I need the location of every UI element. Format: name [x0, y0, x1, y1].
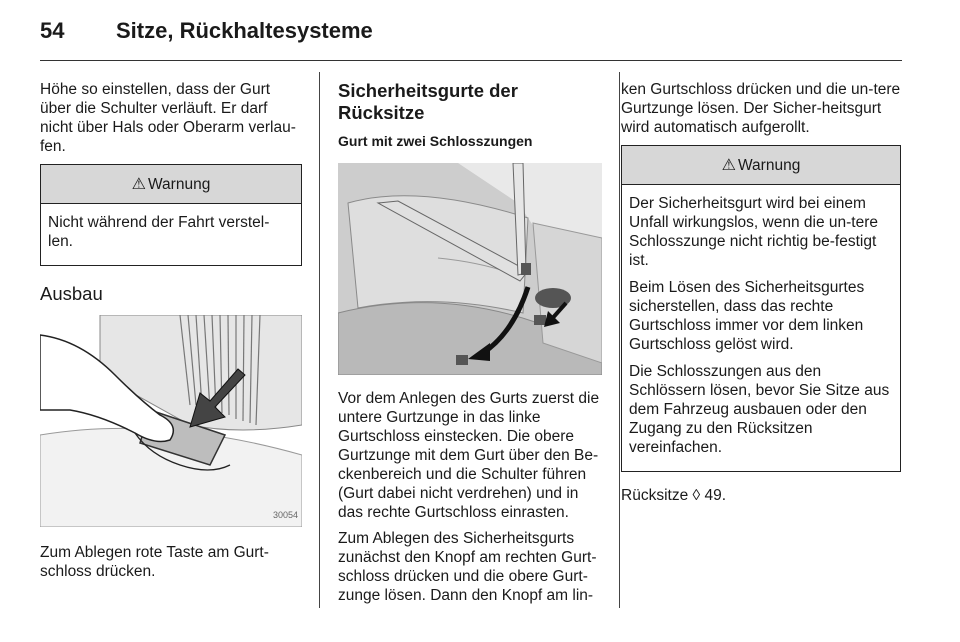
warning-body — [41, 204, 301, 265]
column-divider — [319, 72, 320, 608]
column-middle — [338, 80, 602, 612]
page-number: 54 — [40, 18, 65, 43]
warning-header — [41, 165, 301, 204]
warning-text: Der Sicherheitsgurt wird bei einem Unfall wirkungslos, wenn die un-tere Schlosszunge nicht richtig be-festigt ist. — [629, 195, 878, 269]
warning-label: Warnung — [738, 156, 801, 174]
column-left — [40, 80, 302, 588]
rear-seatbelt-photo — [338, 163, 602, 375]
section-heading-ausbau: Ausbau — [40, 283, 103, 304]
figure-caption: Zum Ablegen rote Taste am Gurt-schloss drücken. — [40, 544, 269, 580]
warning-box — [40, 164, 302, 266]
warning-triangle-icon: ⚠ — [131, 175, 146, 193]
warning-triangle-icon: ⚠ — [721, 156, 736, 174]
page-title: Sitze, Rückhaltesysteme — [116, 18, 373, 43]
warning-box — [621, 145, 901, 472]
column-divider — [619, 72, 620, 608]
warning-label: Warnung — [148, 175, 211, 193]
warning-text: Beim Lösen des Sicherheitsgurtes sicherstellen, dass das rechte Gurtschloss immer vor dem linken Gurtschloss gelöst wird. — [629, 279, 865, 353]
paragraph: ken Gurtschloss drücken und die un-tere Gurtzunge lösen. Der Sicher-heitsgurt wird automatisch aufgerollt. — [621, 81, 901, 136]
column-right — [621, 80, 901, 512]
section-heading: Sicherheitsgurte der Rücksitze — [338, 80, 518, 123]
intro-paragraph: Höhe so einstellen, dass der Gurt über die Schulter verläuft. Er darf nicht über Hals oder Oberarm verlau-fen. — [40, 81, 296, 155]
paragraph: Zum Ablegen des Sicherheitsgurts zunächst den Knopf am rechten Gurt-schloss drücken und die obere Gurt-zunge lösen. Dann den Knopf am lin- — [338, 530, 597, 604]
cross-reference: Rücksitze ◊ 49. — [621, 487, 727, 504]
warning-text: Die Schlosszungen aus den Schlössern lösen, bevor Sie Sitze aus dem Fahrzeug ausbauen oder den Zugang zu den Rücksitzen vereinfachen. — [629, 363, 890, 456]
warning-text: Nicht während der Fahrt verstel-len. — [48, 214, 270, 250]
section-subheading: Gurt mit zwei Schlosszungen — [338, 133, 533, 149]
header-rule — [40, 60, 902, 61]
warning-header — [622, 146, 900, 185]
buckle-release-illustration — [40, 315, 302, 527]
paragraph: Vor dem Anlegen des Gurts zuerst die untere Gurtzunge in das linke Gurtschloss einstecken. Die obere Gurtzunge mit dem Gurt über den Be-ckenbereich und die Schulter führen (Gurt dabei nicht verdrehen) und in das rechte Gurtschloss einrasten. — [338, 390, 600, 521]
figure-number: 30054 — [272, 510, 298, 520]
warning-body — [622, 185, 900, 471]
